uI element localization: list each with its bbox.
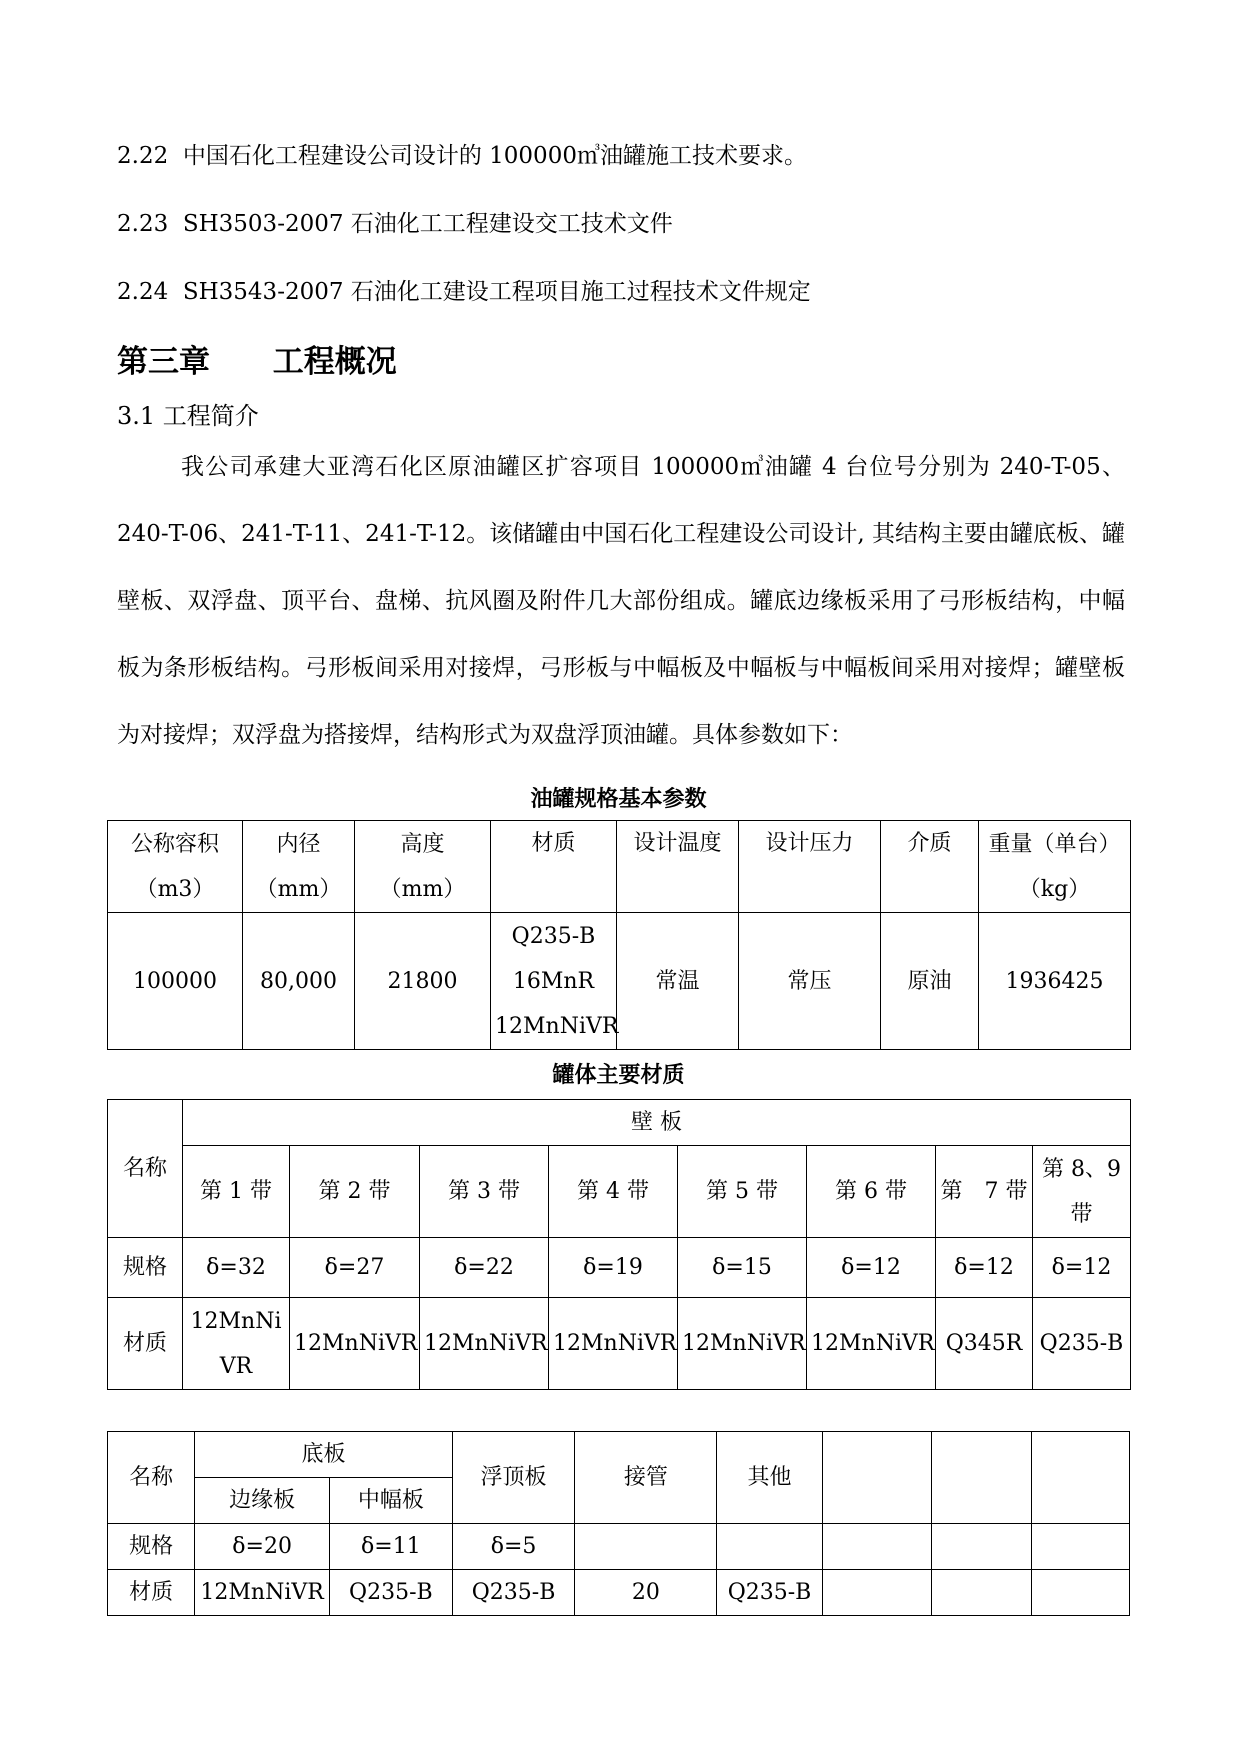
name-label-cell: 名称 xyxy=(108,1100,183,1238)
table-header-row xyxy=(108,1100,1131,1146)
intro-paragraph: 我公司承建大亚湾石化区原油罐区扩容项目 100000㎥油罐 4 台位号分别为 240-T-05、240-T-06、241-T-11、241-T-12。该储罐由中国石化工程建设公司设计, 其结构主要由罐底板、罐壁板、双浮盘、顶平台、盘梯、抗风圈及附件几大部份组成。罐底边缘板采用了弓形板结构，中幅板为条形板结构。弓形板间采用对接焊，弓形板与中幅板及中幅板与中幅板间采用对接焊；罐壁板为对接焊；双浮盘为搭接焊，结构形式为双盘浮顶油罐。具体参数如下： xyxy=(117,454,1125,748)
material-cell: 12MnNiVR xyxy=(420,1298,549,1390)
band-header-cell: 第 7 带 xyxy=(936,1146,1033,1238)
table-header-row xyxy=(108,1432,1130,1478)
nozzle-label-cell: 接管 xyxy=(575,1432,717,1524)
ref-line-2-23 xyxy=(117,205,673,238)
section-heading: 3.1 工程简介 xyxy=(117,402,259,430)
chapter-heading xyxy=(117,336,397,381)
capacity-cell: 100000 xyxy=(108,913,243,1050)
medium-cell: 原油 xyxy=(881,913,979,1050)
ref-number: 2.23 xyxy=(117,211,169,237)
spec-cell: δ=19 xyxy=(549,1238,678,1298)
spec-cell: δ=12 xyxy=(936,1238,1033,1298)
material-cell: 12MnNiVR xyxy=(549,1298,678,1390)
band-header-cell: 第 8、9 带 xyxy=(1033,1146,1131,1238)
bottom-group-cell: 底板 xyxy=(195,1432,453,1478)
band-header-cell: 第 6 带 xyxy=(807,1146,936,1238)
edge-label-cell: 边缘板 xyxy=(195,1478,330,1524)
middle-label-cell: 中幅板 xyxy=(330,1478,453,1524)
bottom-material-table xyxy=(107,1431,1130,1616)
material-cell: Q235-B 16MnR 12MnNiVR xyxy=(491,913,617,1050)
chapter-title: 工程概况 xyxy=(272,344,397,380)
spec-label-cell: 规格 xyxy=(108,1524,195,1570)
empty-cell xyxy=(822,1570,931,1616)
ref-line-2-24 xyxy=(117,273,811,306)
material-cell: Q345R xyxy=(936,1298,1033,1390)
band-header-cell: 第 4 带 xyxy=(549,1146,678,1238)
header-cell: 高度 （mm） xyxy=(355,821,491,913)
ref-number: 2.22 xyxy=(117,143,169,169)
header-cell: 设计压力 xyxy=(739,821,881,913)
pressure-cell: 常压 xyxy=(739,913,881,1050)
table-row xyxy=(108,1298,1131,1390)
spec-cell: δ=22 xyxy=(420,1238,549,1298)
ref-number: 2.24 xyxy=(117,279,169,305)
material-cell: Q235-B xyxy=(452,1570,575,1616)
spec-label-cell: 规格 xyxy=(108,1238,183,1298)
spec-cell: δ=11 xyxy=(330,1524,453,1570)
header-cell: 重量（单台） （kg） xyxy=(979,821,1131,913)
band-header-cell: 第 2 带 xyxy=(290,1146,420,1238)
spec-cell: δ=12 xyxy=(807,1238,936,1298)
empty-cell xyxy=(932,1570,1031,1616)
spec-cell: δ=32 xyxy=(183,1238,290,1298)
spec-cell: δ=15 xyxy=(678,1238,807,1298)
material-cell: Q235-B xyxy=(330,1570,453,1616)
spec-cell: δ=12 xyxy=(1033,1238,1131,1298)
other-label-cell: 其他 xyxy=(717,1432,822,1524)
header-cell: 公称容积 （m3） xyxy=(108,821,243,913)
table2-caption: 罐体主要材质 xyxy=(552,1063,685,1088)
material-cell: 12MnNiVR xyxy=(195,1570,330,1616)
chapter-label: 第三章 xyxy=(117,344,210,380)
ref-text: SH3543-2007 石油化工建设工程项目施工过程技术文件规定 xyxy=(182,279,811,305)
empty-cell xyxy=(717,1524,822,1570)
band-header-cell: 第 1 带 xyxy=(183,1146,290,1238)
shell-material-table xyxy=(107,1099,1131,1390)
material-cell: 12MnNiVR xyxy=(678,1298,807,1390)
band-header-cell: 第 3 带 xyxy=(420,1146,549,1238)
material-label-cell: 材质 xyxy=(108,1298,183,1390)
spec-table xyxy=(107,820,1131,1050)
ref-line-2-22 xyxy=(117,137,807,170)
empty-cell xyxy=(932,1524,1031,1570)
table-row xyxy=(108,1570,1130,1616)
table-row xyxy=(108,1524,1130,1570)
empty-cell xyxy=(1031,1524,1129,1570)
height-cell: 21800 xyxy=(355,913,491,1050)
material-cell: 12MnNiVR xyxy=(183,1298,290,1390)
empty-cell xyxy=(932,1432,1031,1524)
header-cell: 材质 xyxy=(491,821,617,913)
material-cell: 20 xyxy=(575,1570,717,1616)
empty-cell xyxy=(1031,1570,1129,1616)
weight-cell: 1936425 xyxy=(979,913,1131,1050)
table-header-row xyxy=(108,821,1131,913)
material-cell: Q235-B xyxy=(1033,1298,1131,1390)
material-cell: 12MnNiVR xyxy=(290,1298,420,1390)
float-label-cell: 浮顶板 xyxy=(452,1432,575,1524)
band-header-cell: 第 5 带 xyxy=(678,1146,807,1238)
table-header-row xyxy=(108,1146,1131,1238)
header-cell: 内径 （mm） xyxy=(243,821,355,913)
diameter-cell: 80,000 xyxy=(243,913,355,1050)
spec-cell: δ=5 xyxy=(452,1524,575,1570)
empty-cell xyxy=(822,1432,931,1524)
empty-cell xyxy=(575,1524,717,1570)
table-row xyxy=(108,913,1131,1050)
name-label-cell: 名称 xyxy=(108,1432,195,1524)
temp-cell: 常温 xyxy=(617,913,739,1050)
table-row xyxy=(108,1238,1131,1298)
empty-cell xyxy=(1031,1432,1129,1524)
ref-text: 中国石化工程建设公司设计的 100000㎥油罐施工技术要求。 xyxy=(182,143,807,169)
empty-cell xyxy=(822,1524,931,1570)
header-cell: 设计温度 xyxy=(617,821,739,913)
header-cell: 介质 xyxy=(881,821,979,913)
material-cell: 12MnNiVR xyxy=(807,1298,936,1390)
material-cell: Q235-B xyxy=(717,1570,822,1616)
shell-group-cell: 壁 板 xyxy=(183,1100,1131,1146)
material-label-cell: 材质 xyxy=(108,1570,195,1616)
ref-text: SH3503-2007 石油化工工程建设交工技术文件 xyxy=(182,211,673,237)
spec-cell: δ=27 xyxy=(290,1238,420,1298)
spec-cell: δ=20 xyxy=(195,1524,330,1570)
table1-caption: 油罐规格基本参数 xyxy=(530,787,707,812)
